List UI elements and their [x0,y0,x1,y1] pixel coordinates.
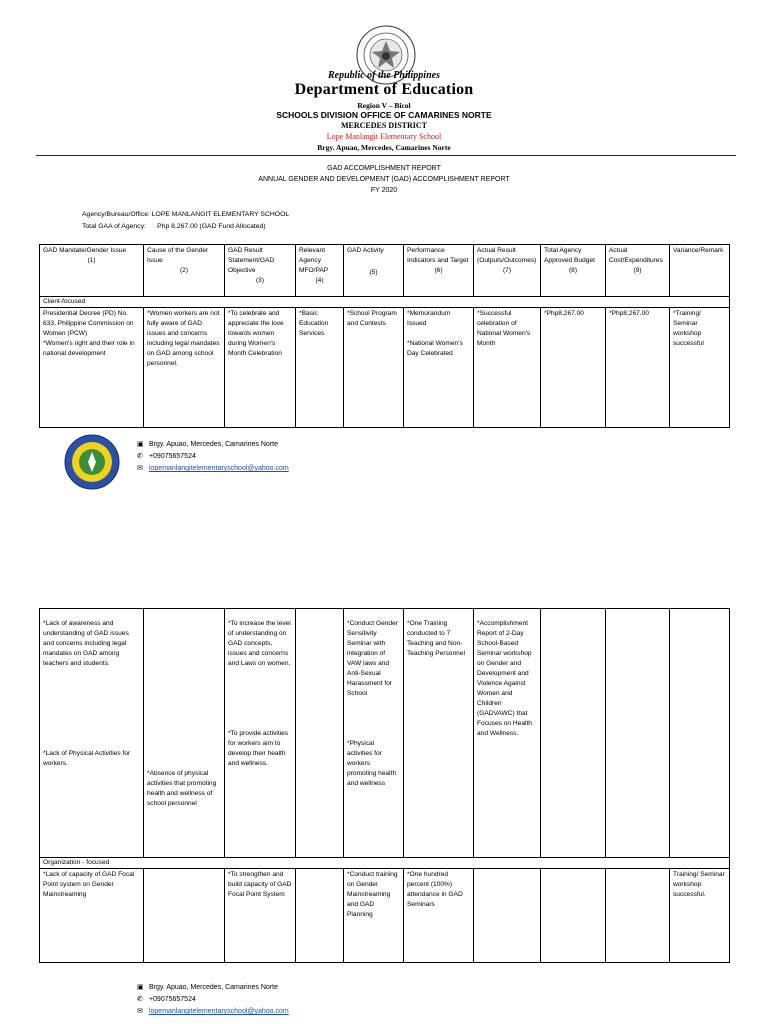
report-subtitle: ANNUAL GENDER AND DEVELOPMENT (GAD) ACCOMPLISHMENT REPORT [258,176,510,183]
district-text: MERCEDES DISTRICT [340,121,428,130]
footer-address: Brgy. Apuao, Mercedes, Camarines Norte [148,441,278,448]
table-row [40,609,730,858]
department-title: Department of Education [294,81,474,98]
footer-email-link[interactable]: lopemanlangitelementaryschool@yahoo.com [148,1008,289,1015]
table-cell [296,609,344,858]
header-cell: GAD Activity (5) [344,245,404,297]
footer-address-row [137,440,278,448]
table-cell: *Absence of physical activities that promoting health and wellness of school personnel [144,609,225,858]
gaa-line: Total GAA of Agency: Php 8,267.00 (GAD Fund Allocated) [82,223,266,230]
report-title: GAD ACCOMPLISHMENT REPORT [327,165,441,172]
header-cell: Actual Cost/Expenditures (9) [606,245,670,297]
school-name: Lope Manlangit Elementary School [326,132,442,141]
footer-phone-row-2 [137,995,196,1003]
header-cell: Actual Result (Outputs/Outcomes) (7) [474,245,541,297]
header-cell: Total Agency Approved Budget (8) [541,245,606,297]
gad-table-page1 [39,244,730,428]
table-cell [606,609,670,858]
footer-phone: +09075657524 [148,453,196,460]
table-cell [144,869,225,963]
table-header-row [40,245,730,297]
school-logo [64,434,120,490]
agency-line: Agency/Bureau/Office: LOPE MANLANGIT ELEMENTARY SCHOOL [82,211,290,218]
footer-email-row [137,464,289,472]
table-cell: *Successful celebration of National Women's Month [474,308,541,428]
table-cell: *Memorandum Issued *National Women's Day Celebrated [404,308,474,428]
table-cell [670,609,730,858]
footer-email-link[interactable]: lopemanlangitelementaryschool@yahoo.com [148,465,289,472]
table-cell: *Php8,267.00 [541,308,606,428]
table-cell: *Lack of awareness and understanding of GAD issues and concerns including legal mandates on GAD among teachers and students. *Lack of Physical Activities for workers. [40,609,144,858]
division-text: SCHOOLS DIVISION OFFICE OF CAMARINES NORTE [276,110,492,120]
footer-email-row-2 [137,1007,289,1015]
table-cell [606,869,670,963]
table-cell [541,869,606,963]
table-cell: *One Training conducted to 7 Teaching and Non-Teaching Personnel [404,609,474,858]
region-text: Region V – Bicol [357,101,411,110]
header-cell: Cause of the Gender Issue (2) [144,245,225,297]
footer-address-row-2 [137,983,278,991]
table-cell: *Accomplishment Report of 2-Day School-Based Seminar workshop on Gender and Development and Violence Against Women and Children (GADVAWC) that Focuses on Health and Wellness. [474,609,541,858]
footer-phone: +09075657524 [148,996,196,1003]
gad-table-page2 [39,608,730,963]
table-cell: Presidential Decree (PD) No. 633, Philippine Commission on Women (PCW) *Women's right and their role in national development [40,308,144,428]
table-cell: *To strengthen and build capacity of GAD Focal Point System [225,869,296,963]
table-cell: *School Program and Contests [344,308,404,428]
table-cell: *Conduct Gender Sensitivity Seminar with integration of VAW laws and Anti-Sexual Harassment for School *Physical activities for workers promoting health and wellness [344,609,404,858]
mail-icon: ✉ [137,1008,143,1015]
building-icon: ▣ [137,984,144,991]
table-cell [474,869,541,963]
header-cell: Variance/Remark [670,245,730,297]
table-cell: Training/ Seminar workshop successful. [670,869,730,963]
header-divider [36,155,736,156]
table-cell [296,869,344,963]
table-cell: *Lack of capacity of GAD Focal Point system on Gender Mainstreaming [40,869,144,963]
report-year: FY 2020 [370,187,398,194]
section-label: Client-focused [40,297,730,308]
footer-phone-row [137,452,196,460]
phone-icon: ✆ [137,453,143,460]
header-cell: GAD Mandate/Gender Issue (1) [40,245,144,297]
table-cell: *To celebrate and appreciate the love towards women during Women's Month Celebration [225,308,296,428]
header-cell: GAD Result Statement/GAD Objective (3) [225,245,296,297]
table-row [40,308,730,428]
table-cell [541,609,606,858]
header-cell: Relevant Agency MFO/PAP (4) [296,245,344,297]
table-cell: *Training/ Seminar workshop successful [670,308,730,428]
header-cell: Performance Indicators and Target (6) [404,245,474,297]
section-label: Organization - focused [40,858,730,869]
table-row [40,869,730,963]
section-row [40,297,730,308]
phone-icon: ✆ [137,996,143,1003]
table-cell: *Php8,267.00 [606,308,670,428]
table-cell: *Conduct training on Gender Mainstreaming and GAD Planning [344,869,404,963]
building-icon: ▣ [137,441,144,448]
section-row [40,858,730,869]
footer-address: Brgy. Apuao, Mercedes, Camarines Norte [148,984,278,991]
table-cell: *Women workers are not fully aware of GAD issues and concerns including legal mandates on GAD among school personnel. [144,308,225,428]
mail-icon: ✉ [137,465,143,472]
republic-text: Republic of the Philippines [328,70,440,81]
table-cell: *To increase the level of understanding on GAD concepts, issues and concerns and Laws on women. *To provide activities for workers aim to develop their health and wellness. [225,609,296,858]
table-cell: *Basic Education Services [296,308,344,428]
table-cell: *One hundred percent (100%) attendance in GAD Seminars [404,869,474,963]
school-address: Brgy. Apuao, Mercedes, Camarines Norte [317,143,451,152]
